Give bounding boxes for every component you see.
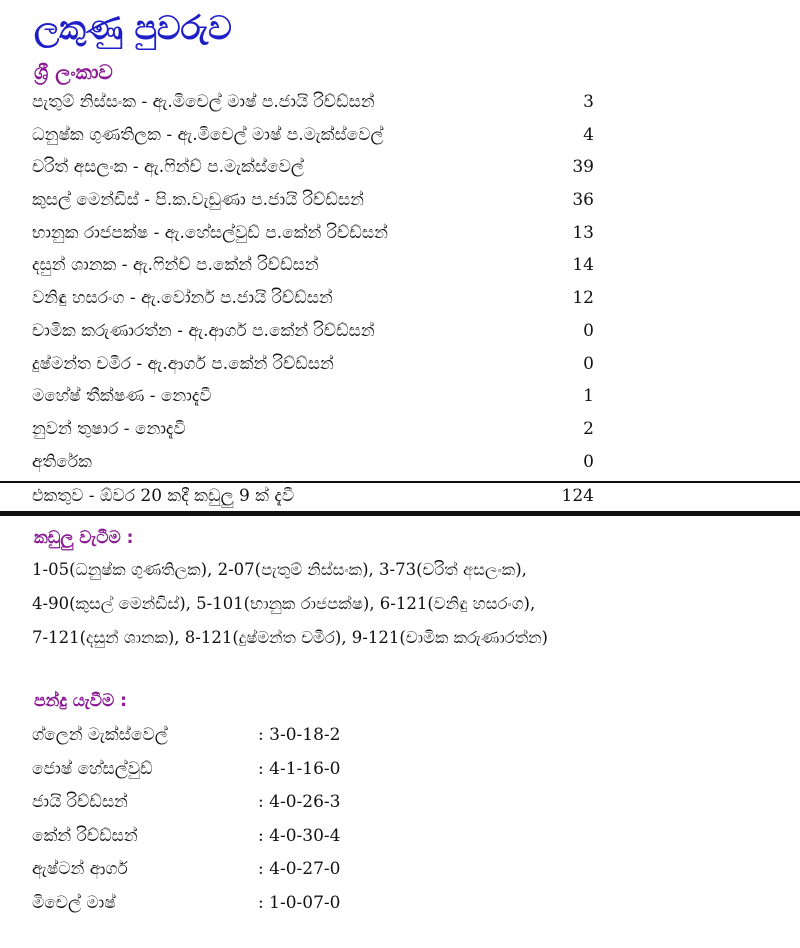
total-divider-top xyxy=(0,481,800,483)
bowler-name: ජායි රිච්ඩ්සන් xyxy=(32,792,128,812)
batsman-dismissal: ධනුෂ්ක ගුණතිලක - ඇ.මිචෙල් මාෂ් ප.මැක්ස්වෙල් xyxy=(32,124,384,145)
bowler-figures: : 4-0-27-0 xyxy=(258,859,341,879)
batsman-dismissal: දසුන් ශානක - ඇ.ෆින්ච් ප.කේන් රිච්ඩ්සන් xyxy=(32,255,319,276)
bowler-name: ඇෂ්ටන් ආගර් xyxy=(32,859,128,879)
bowler-figures: : 1-0-07-0 xyxy=(258,892,341,913)
bowling-row xyxy=(32,725,532,759)
extras-label: අතිරේක xyxy=(32,451,92,472)
bowling-row xyxy=(32,859,532,893)
batsman-dismissal: පැතුම් නිස්සංක - ඇ.මිචෙල් මාෂ් ප.ජායි රිච්ඩ්සන් xyxy=(32,92,375,112)
fall-of-wickets-heading: කඩුලු වැටීම : xyxy=(34,528,134,548)
fall-of-wickets-line: 4-90(කුසල් මෙන්ඩිස්), 5-101(භානුක රාජපක්ෂ), 6-121(වනිඳු හසරංග), xyxy=(32,594,536,613)
batsman-dismissal: නුවන් තුෂාර - නොදැවී xyxy=(32,418,186,439)
bowler-figures: : 4-1-16-0 xyxy=(258,758,341,779)
fall-of-wickets-line: 7-121(දසුන් ශානක), 8-121(දුෂ්මන්ත චමීර), 9-121(චාමික කරුණාරත්න) xyxy=(32,628,548,647)
bowler-name: මිචෙල් මාෂ් xyxy=(32,892,116,913)
batsman-runs: 13 xyxy=(572,222,594,243)
bowling-row xyxy=(32,826,532,860)
batting-table xyxy=(32,88,792,480)
batting-row xyxy=(32,350,792,383)
batsman-dismissal: භානුක රාජපක්ෂ - ඇ.හේසල්වුඩ් ප.කේන් රිච්ඩ්සන් xyxy=(32,222,388,243)
fall-of-wickets-line: 1-05(ධනුෂ්ක ගුණතිලක), 2-07(පැතුම් නිස්සංක), 3-73(චරිත් අසලංක), xyxy=(32,560,527,579)
total-divider-bottom xyxy=(0,511,800,516)
batsman-dismissal: වනිඳු හසරංග - ඇ.වෝනර් ප.ජායි රිච්ඩ්සන් xyxy=(32,288,333,309)
bowling-row xyxy=(32,893,532,927)
batsman-runs: 0 xyxy=(583,320,594,341)
batsman-runs: 2 xyxy=(583,418,594,439)
total-runs: 124 xyxy=(561,486,594,506)
bowling-heading: පන්දු යැවීම : xyxy=(34,691,127,711)
bowler-figures: : 3-0-18-2 xyxy=(258,725,341,745)
batsman-runs: 14 xyxy=(572,255,594,276)
batting-row xyxy=(32,121,792,154)
bowler-name: කේන් රිච්ඩ්සන් xyxy=(32,825,138,846)
batsman-dismissal: මහේෂ් තීක්ෂණ - නොදැවී xyxy=(32,386,212,407)
total-row xyxy=(32,486,792,510)
batting-row xyxy=(32,317,792,350)
batsman-runs: 4 xyxy=(583,124,594,145)
batsman-runs: 12 xyxy=(572,288,594,309)
bowling-row xyxy=(32,759,532,793)
bowler-name: ග්ලෙන් මැක්ස්වෙල් xyxy=(32,725,168,745)
batting-row xyxy=(32,88,792,121)
page-title: ලකුණු පුවරුව xyxy=(34,8,232,47)
batsman-runs: 0 xyxy=(583,353,594,374)
fall-of-wickets xyxy=(32,560,792,662)
batting-row xyxy=(32,382,792,415)
batsman-runs: 36 xyxy=(572,190,594,211)
team-name: ශ්‍රී ලංකාව xyxy=(34,60,113,84)
batting-row xyxy=(32,284,792,317)
batting-row xyxy=(32,219,792,252)
batsman-dismissal: චාමික කරුණාරත්න - ඇ.ආගර් ප.කේන් රිච්ඩ්සන් xyxy=(32,320,375,341)
total-label: එකතුව - ඕවර 20 කදී කඩුලු 9 ක් දැවී xyxy=(32,486,295,506)
bowling-table xyxy=(32,725,532,926)
batting-row xyxy=(32,186,792,219)
batsman-runs: 1 xyxy=(583,386,594,407)
bowler-name: ජොෂ් හේසල්වුඩ් xyxy=(32,758,153,779)
extras-row xyxy=(32,448,792,481)
batsman-dismissal: දුෂ්මන්ත චමීර - ඇ.ආගර් ප.කේන් රිච්ඩ්සන් xyxy=(32,353,334,374)
bowler-figures: : 4-0-26-3 xyxy=(258,792,341,812)
batsman-runs: 39 xyxy=(572,157,594,178)
bowler-figures: : 4-0-30-4 xyxy=(258,825,341,846)
batsman-dismissal: චරිත් අසලංක - ඇ.ෆින්ච් ප.මැක්ස්වෙල් xyxy=(32,157,304,178)
batting-row xyxy=(32,251,792,284)
bowling-row xyxy=(32,792,532,826)
batsman-runs: 3 xyxy=(583,92,594,112)
batsman-dismissal: කුසල් මෙන්ඩිස් - පි.ක.වැඩුණා ප.ජායි රිච්ඩ්සන් xyxy=(32,190,364,211)
batting-row xyxy=(32,415,792,448)
extras-runs: 0 xyxy=(583,451,594,472)
batting-row xyxy=(32,153,792,186)
